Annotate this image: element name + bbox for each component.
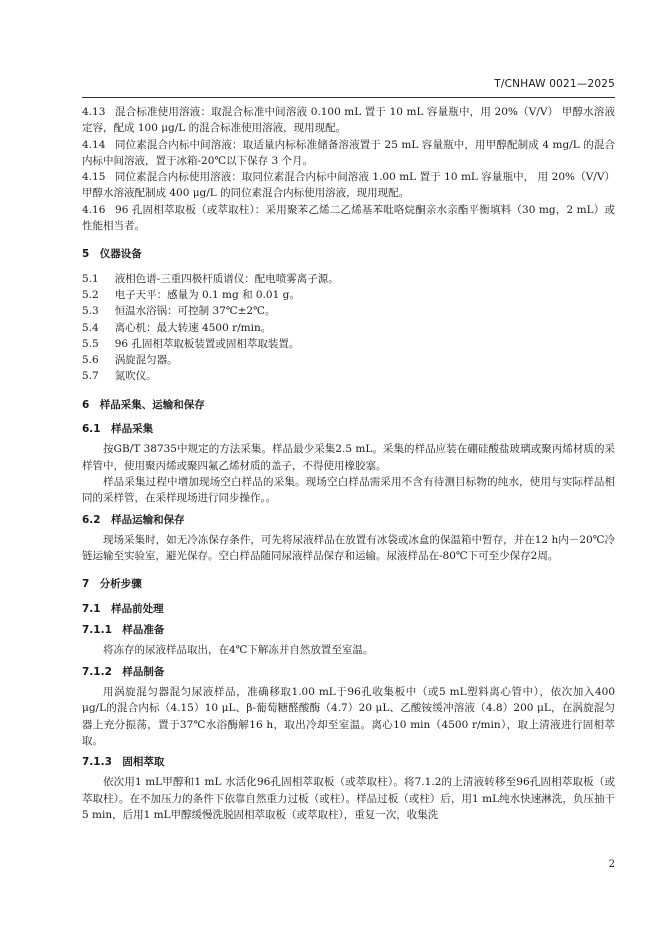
section-7-1-2-heading: 7.1.2 样品制备 — [82, 665, 165, 678]
paragraph-6-2: 现场采集时，如无冷冻保存条件，可先将尿液样品在放置有冰袋或冰盒的保温箱中暂存，并在12 h内－20℃冷链运输至实验室，避光保存。空白样品随同尿液样品保存和运输。尿液样品在-80℃下可至少保存2周。 — [82, 533, 615, 563]
section-5-heading: 5 仪器设备 — [82, 248, 142, 261]
section-7-1-heading: 7.1 样品前处理 — [82, 602, 164, 615]
section-6-2-heading: 6.2 样品运输和保存 — [82, 513, 185, 526]
clause-5-3: 5.3 恒温水浴锅：可控制 37℃±2℃。 — [82, 305, 276, 318]
clause-4-14: 4.14 同位素混合内标中间溶液：取适量内标标准储备溶液置于 25 mL 容量瓶中，用甲醇配制成 4 mg/L 的混合内标中间溶液，置于冰箱-20℃以下保存 3 个月。 — [82, 138, 615, 167]
clause-4-13: 4.13 混合标准使用溶液：取混合标准中间溶液 0.100 mL 置于 10 mL 容量瓶中，用 20%（V/V） 甲醇水溶液定容，配成 100 μg/L 的混合标准使用溶液，现用现配。 — [82, 106, 615, 135]
paragraph-7-1-1: 将冻存的尿液样品取出，在4℃下解冻并自然放置至室温。 — [103, 644, 374, 657]
clause-5-6: 5.6 涡旋混匀器。 — [82, 354, 178, 367]
paragraph-7-1-3: 依次用1 mL甲醇和1 mL 水活化96孔固相萃取板（或萃取柱）。将7.1.2的上清液转移至96孔固相萃取板（或萃取柱）。在不加压力的条件下依靠自然重力过板（或柱）。样品过板（或柱）后，用1 mL纯水快速淋洗，负压抽干5 min，后用1 mL甲醇缓慢洗脱固相萃取板（或萃取柱），重复一次，收集洗 — [82, 776, 615, 821]
clause-5-2: 5.2 电子天平：感量为 0.1 mg 和 0.01 g。 — [82, 288, 300, 301]
document-body — [82, 104, 615, 823]
clause-5-5: 5.5 96 孔固相萃取板装置或固相萃取装置。 — [82, 337, 300, 350]
page-number: 2 — [608, 859, 615, 870]
section-7-heading: 7 分析步骤 — [82, 578, 142, 591]
clause-5-4: 5.4 离心机：最大转速 4500 r/min。 — [82, 321, 272, 334]
header-rule — [82, 97, 615, 98]
section-6-1-heading: 6.1 样品采集 — [82, 423, 154, 436]
clause-5-1: 5.1 液相色谱-三重四极杆质谱仪：配电喷雾离子源。 — [82, 272, 339, 285]
clause-4-16: 4.16 96 孔固相萃取板（或萃取柱）：采用聚苯乙烯二乙烯基苯吡咯烷酮亲水亲酯平衡填料（30 mg，2 mL）或性能相当者。 — [82, 203, 615, 233]
section-6-heading: 6 样品采集、运输和保存 — [82, 398, 205, 411]
section-7-1-1-heading: 7.1.1 样品准备 — [82, 624, 165, 637]
paragraph-6-1-a: 按GB/T 38735中规定的方法采集。样品最少采集2.5 mL。采集的样品应装在硼硅酸盐玻璃或聚丙烯材质的采样管中，使用聚丙烯或聚四氟乙烯材质的盖子，不得使用橡胶塞。 — [82, 443, 615, 472]
clause-4-15: 4.15 同位素混合内标使用溶液：取同位素混合内标中间溶液 1.00 mL 置于 10 mL 容量瓶中， 用 20%（V/V） 甲醇水溶液配制成 400 μg/L 的同位素混合内标使用溶液，现用现配。 — [82, 171, 615, 200]
section-7-1-3-heading: 7.1.3 固相萃取 — [82, 756, 165, 769]
clause-5-7: 5.7 氮吹仪。 — [82, 370, 157, 383]
paragraph-7-1-2: 用涡旋混匀器混匀尿液样品，准确移取1.00 mL于96孔收集板中（或5 mL塑料离心管中），依次加入400 μg/L的混合内标（4.15）10 μL、β-葡萄糖醛酸酶（4.7）20 μL、乙酸铵缓冲溶液（4.8）200 μL，在涡旋混匀器上充分振荡，置于37℃水浴酶解16 h，取出冷却至室温。离心10 min（4500 r/min），取上清液进行固相萃取。 — [82, 685, 615, 747]
paragraph-6-1-b: 样品采集过程中增加现场空白样品的采集。现场空白样品需采用不含有待测目标物的纯水，使用与实际样品相同的采样管，在采样现场进行同步操作。。 — [82, 475, 615, 505]
document-code: T/CNHAW 0021—2025 — [494, 78, 615, 90]
